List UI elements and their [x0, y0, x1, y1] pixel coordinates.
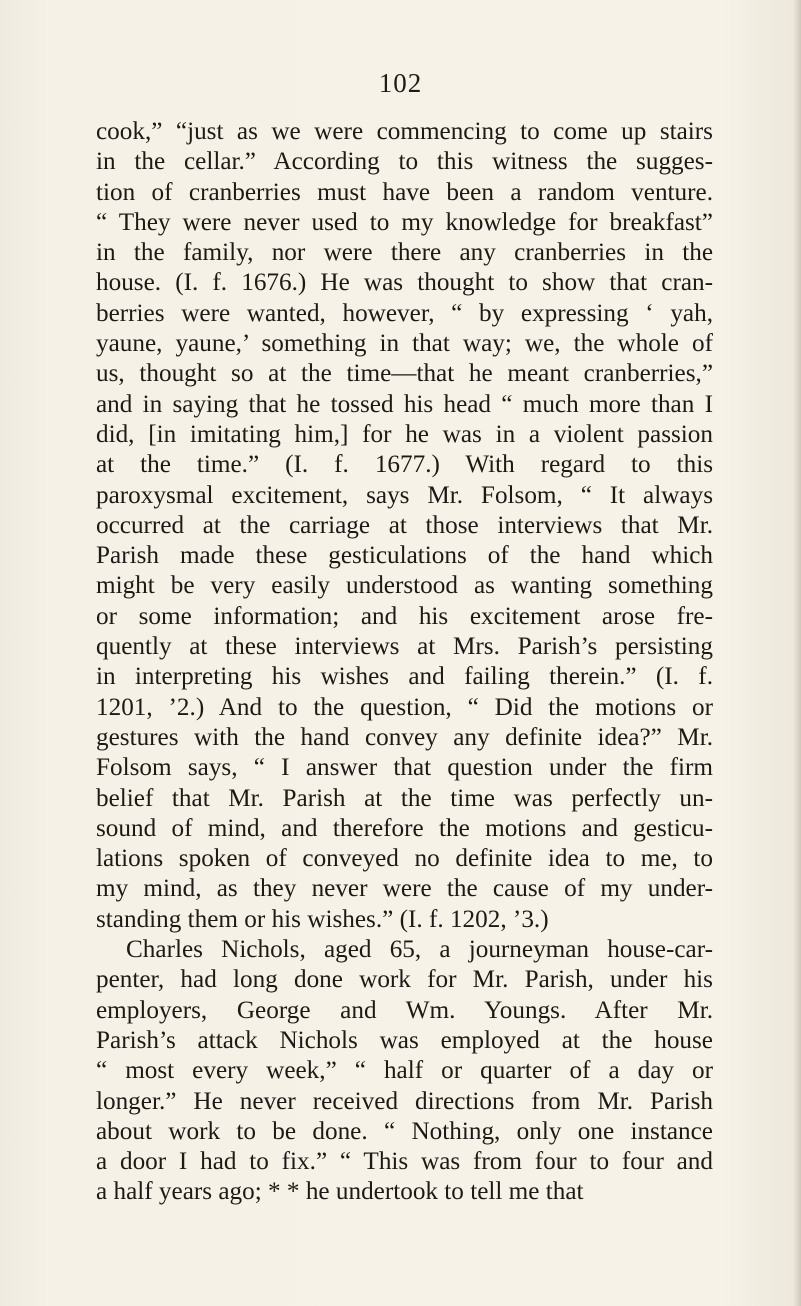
text-line: lations spoken of conveyed no definite idea to me, to [96, 845, 713, 873]
text-line: 1201, ’2.) And to the question, “ Did the motions or [96, 693, 713, 721]
text-line: standing them or his wishes.” (I. f. 1202, ’3.) [96, 905, 549, 933]
text-line: cook,” “just as we were commencing to come up stairs [96, 118, 713, 145]
text-line: occurred at the carriage at those interviews that Mr. [96, 511, 713, 539]
text-line: about work to be done. “ Nothing, only one instance [96, 1117, 713, 1145]
text-line: a half years ago; * * he undertook to tell me that [96, 1178, 584, 1206]
text-line: gestures with the hand convey any definite idea?” Mr. [96, 723, 713, 751]
page-number: 102 [378, 68, 423, 98]
page-edge-shadow [793, 0, 801, 1306]
text-line: house. (I. f. 1676.) He was thought to show that cran- [96, 269, 713, 297]
text-line: “ They were never used to my knowledge for breakfast” [96, 208, 713, 236]
text-line: Parish made these gesticulations of the hand which [96, 542, 713, 570]
text-line: might be very easily understood as wanting something [96, 572, 713, 600]
text-line: us, thought so at the time—that he meant cranberries,” [96, 360, 713, 388]
text-line: Folsom says, “ I answer that question under the firm [96, 754, 713, 782]
text-line: Parish’s attack Nichols was employed at the house [96, 1026, 713, 1054]
text-line: my mind, as they never were the cause of my under- [96, 875, 713, 903]
text-line: longer.” He never received directions from Mr. Parish [96, 1087, 713, 1115]
text-line: at the time.” (I. f. 1677.) With regard to this [96, 451, 713, 479]
text-line: belief that Mr. Parish at the time was perfectly un- [96, 784, 713, 812]
text-line: in interpreting his wishes and failing therein.” (I. f. [96, 663, 713, 691]
text-line: did, [in imitating him,] for he was in a violent passion [96, 420, 713, 448]
text-line: tion of cranberries must have been a random venture. [96, 178, 713, 206]
text-line: sound of mind, and therefore the motions and gesticu- [96, 814, 713, 842]
text-line: “ most every week,” “ half or quarter of a day or [96, 1057, 713, 1085]
text-line: in the family, nor were there any cranberries in the [96, 239, 713, 267]
text-line: and in saying that he tossed his head “ much more than I [96, 390, 713, 418]
text-line: or some information; and his excitement arose fre- [96, 602, 713, 630]
text-line: paroxysmal excitement, says Mr. Folsom, “ It always [96, 481, 713, 509]
text-line: employers, George and Wm. Youngs. After Mr. [96, 996, 713, 1024]
text-line: penter, had long done work for Mr. Parish, under his [96, 966, 713, 994]
text-line: berries were wanted, however, “ by expressing ‘ yah, [96, 299, 713, 327]
text-line: yaune, yaune,’ something in that way; we, the whole of [96, 330, 713, 358]
text-line: a door I had to fix.” “ This was from four to four and [96, 1148, 713, 1176]
text-line: Charles Nichols, aged 65, a journeyman house-car- [126, 936, 713, 964]
body-text [96, 117, 713, 1208]
text-line: in the cellar.” According to this witness the sugges- [96, 148, 713, 176]
text-line: quently at these interviews at Mrs. Parish’s persisting [96, 633, 713, 661]
